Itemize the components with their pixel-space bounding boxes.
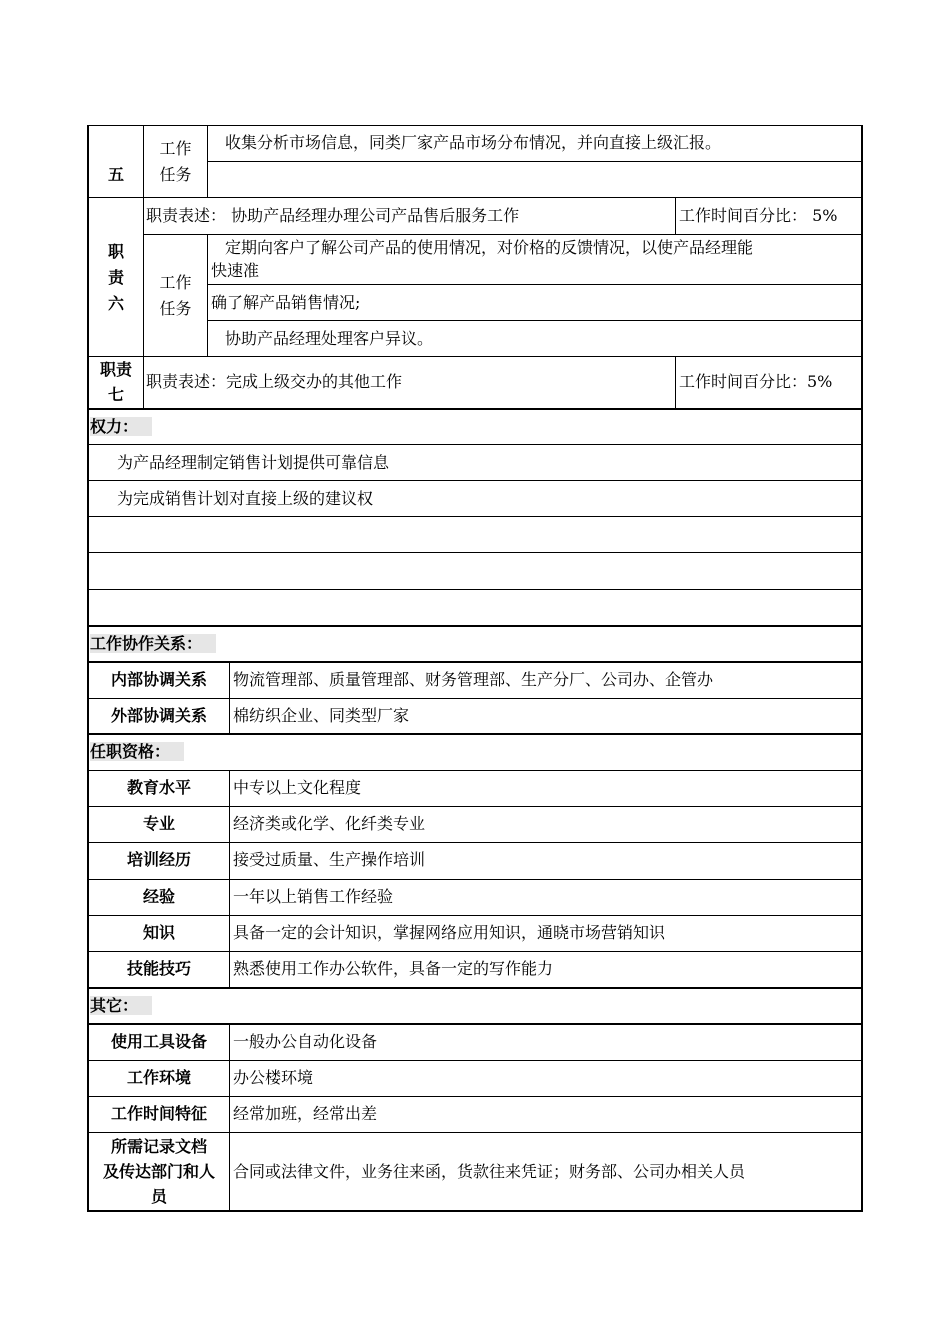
- qualifications-heading-text: 任职资格：: [90, 742, 184, 761]
- divider: [87, 698, 863, 699]
- documents-label: 及传达部门和人: [102, 1162, 215, 1181]
- other-heading: [90, 994, 390, 1018]
- divider: [207, 284, 862, 285]
- divider: [87, 951, 863, 952]
- experience-value: 一年以上销售工作经验: [233, 887, 394, 906]
- environment-label: 工作环境: [126, 1068, 191, 1087]
- knowledge-value: 具备一定的会计知识，掌握网络应用知识，通晓市场营销知识: [233, 923, 666, 942]
- work-time-value: 经常加班，经常出差: [233, 1104, 378, 1123]
- divider: [87, 516, 863, 517]
- cooperation-heading-text: 工作协作关系：: [90, 634, 216, 653]
- duty6-time-percent: 工作时间百分比： 5%: [679, 206, 838, 225]
- duty7-description: 职责表述：完成上级交办的其他工作: [146, 372, 403, 391]
- divider: [143, 234, 862, 235]
- divider: [207, 161, 862, 162]
- divider: [87, 356, 863, 357]
- divider: [87, 197, 863, 198]
- qualifications-heading: [90, 740, 390, 764]
- training-value: 接受过质量、生产操作培训: [233, 850, 426, 869]
- duty7-label: 职责: [99, 360, 132, 379]
- duty6-task-label: 工作: [159, 273, 192, 292]
- divider: [87, 1210, 863, 1212]
- divider: [207, 234, 208, 356]
- divider: [87, 1132, 863, 1133]
- divider: [87, 480, 863, 481]
- divider: [87, 125, 863, 126]
- authority-heading-text: 权力：: [90, 417, 152, 436]
- duty5-label: 五: [107, 165, 124, 184]
- other-heading-text: 其它：: [90, 996, 152, 1015]
- duty5-task-1: 收集分析市场信息，同类厂家产品市场分布情况，并向直接上级汇报。: [225, 133, 722, 152]
- external-coordination-label: 外部协调关系: [110, 706, 207, 725]
- tools-value: 一般办公自动化设备: [233, 1032, 378, 1051]
- authority-item: 为完成销售计划对直接上级的建议权: [117, 489, 374, 508]
- major-value: 经济类或化学、化纤类专业: [233, 814, 426, 833]
- work-time-label: 工作时间特征: [110, 1104, 207, 1123]
- authority-item: 为产品经理制定销售计划提供可靠信息: [117, 453, 390, 472]
- training-label: 培训经历: [126, 850, 191, 869]
- documents-value: 合同或法律文件，业务往来函，货款往来凭证；财务部、公司办相关人员: [233, 1162, 746, 1181]
- divider: [229, 1024, 230, 1212]
- duty6-task-1: 快速准: [211, 261, 260, 280]
- divider: [87, 915, 863, 916]
- external-coordination-value: 棉纺织企业、同类型厂家: [233, 706, 410, 725]
- divider: [207, 320, 862, 321]
- divider: [87, 625, 863, 627]
- duty7-time-percent: 工作时间百分比：5%: [679, 372, 833, 391]
- cooperation-heading: [90, 632, 390, 656]
- internal-coordination-value: 物流管理部、质量管理部、财务管理部、生产分厂、公司办、企管办: [233, 670, 714, 689]
- documents-label: 所需记录文档: [110, 1137, 207, 1156]
- duty6-label: 职: [107, 242, 124, 261]
- divider: [675, 356, 676, 408]
- duty5-task-label: 任务: [159, 165, 192, 184]
- environment-value: 办公楼环境: [233, 1068, 314, 1087]
- divider: [87, 408, 863, 410]
- major-label: 专业: [142, 814, 175, 833]
- documents-label: 员: [150, 1187, 167, 1206]
- divider: [87, 806, 863, 807]
- education-value: 中专以上文化程度: [233, 778, 362, 797]
- experience-label: 经验: [142, 887, 175, 906]
- divider: [87, 1060, 863, 1061]
- divider: [87, 661, 863, 663]
- duty6-task-label: 任务: [159, 299, 192, 318]
- authority-heading: [90, 415, 390, 439]
- education-label: 教育水平: [126, 778, 191, 797]
- duty6-label: 六: [107, 294, 124, 313]
- divider: [675, 197, 676, 234]
- duty7-label: 七: [107, 385, 124, 404]
- knowledge-label: 知识: [142, 923, 175, 942]
- duty6-description: 职责表述： 协助产品经理办理公司产品售后服务工作: [146, 206, 520, 225]
- divider: [87, 842, 863, 843]
- skills-value: 熟悉使用工作办公软件，具备一定的写作能力: [233, 959, 554, 978]
- divider: [87, 987, 863, 989]
- divider: [87, 770, 863, 771]
- duty5-task-label: 工作: [159, 139, 192, 158]
- divider: [87, 879, 863, 880]
- divider: [87, 444, 863, 445]
- divider: [87, 1023, 863, 1025]
- duty6-task-1: 定期向客户了解公司产品的使用情况，对价格的反馈情况，以使产品经理能: [225, 238, 754, 257]
- tools-label: 使用工具设备: [110, 1032, 207, 1051]
- table-border-right: [861, 125, 863, 1212]
- divider: [87, 733, 863, 735]
- divider: [87, 1096, 863, 1097]
- internal-coordination-label: 内部协调关系: [110, 670, 207, 689]
- duty6-label: 责: [107, 268, 124, 287]
- duty6-task-2: 确了解产品销售情况;: [211, 293, 361, 312]
- divider: [87, 552, 863, 553]
- divider: [87, 589, 863, 590]
- duty6-task-3: 协助产品经理处理客户异议。: [225, 329, 434, 348]
- skills-label: 技能技巧: [126, 959, 191, 978]
